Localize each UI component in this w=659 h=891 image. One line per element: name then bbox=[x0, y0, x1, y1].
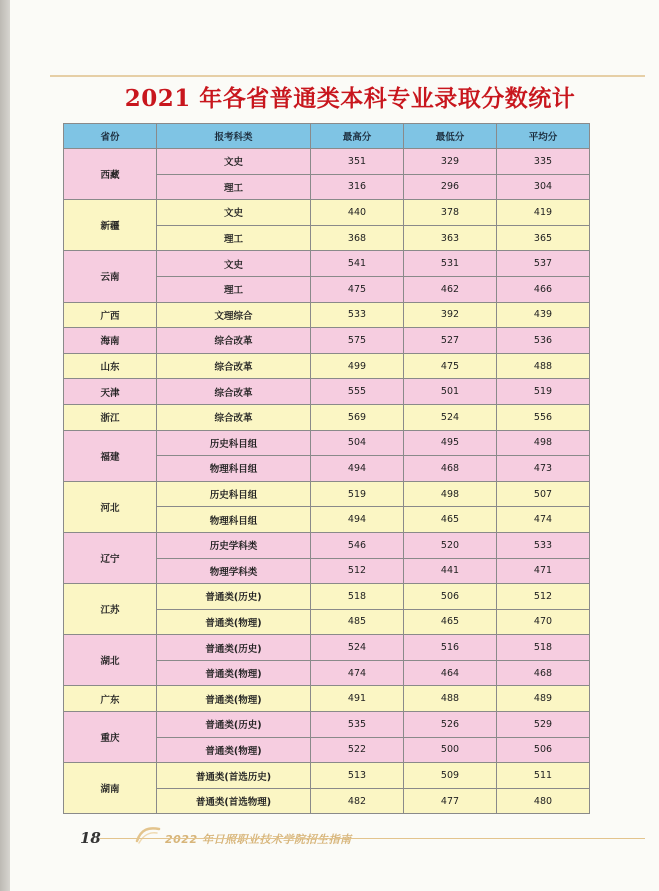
category-cell: 历史科目组 bbox=[157, 430, 311, 456]
min-score-cell: 462 bbox=[404, 276, 497, 302]
min-score-cell: 498 bbox=[404, 481, 497, 507]
max-score-cell: 485 bbox=[311, 609, 404, 635]
max-score-cell: 519 bbox=[311, 481, 404, 507]
province-cell: 山东 bbox=[64, 353, 157, 379]
min-score-cell: 520 bbox=[404, 532, 497, 558]
min-score-cell: 524 bbox=[404, 404, 497, 430]
max-score-cell: 513 bbox=[311, 763, 404, 789]
min-score-cell: 527 bbox=[404, 328, 497, 354]
table-row bbox=[64, 149, 590, 175]
min-score-cell: 464 bbox=[404, 660, 497, 686]
category-cell: 理工 bbox=[157, 174, 311, 200]
min-score-cell: 509 bbox=[404, 763, 497, 789]
category-cell: 物理学科类 bbox=[157, 558, 311, 584]
province-cell: 西藏 bbox=[64, 149, 157, 200]
category-cell: 普通类(物理) bbox=[157, 660, 311, 686]
table-body bbox=[64, 149, 590, 814]
avg-score-cell: 507 bbox=[497, 481, 590, 507]
avg-score-cell: 489 bbox=[497, 686, 590, 712]
category-cell: 普通类(物理) bbox=[157, 686, 311, 712]
province-cell: 河北 bbox=[64, 481, 157, 532]
header-category: 报考科类 bbox=[157, 124, 311, 149]
swoosh-logo-icon bbox=[135, 825, 161, 845]
min-score-cell: 477 bbox=[404, 788, 497, 814]
province-cell: 海南 bbox=[64, 328, 157, 354]
max-score-cell: 546 bbox=[311, 532, 404, 558]
max-score-cell: 368 bbox=[311, 225, 404, 251]
min-score-cell: 465 bbox=[404, 609, 497, 635]
category-cell: 普通类(历史) bbox=[157, 712, 311, 738]
avg-score-cell: 511 bbox=[497, 763, 590, 789]
category-cell: 历史学科类 bbox=[157, 532, 311, 558]
avg-score-cell: 498 bbox=[497, 430, 590, 456]
max-score-cell: 555 bbox=[311, 379, 404, 405]
page-title: 2021 年各省普通类本科专业录取分数统计 bbox=[124, 85, 576, 112]
category-cell: 普通类(历史) bbox=[157, 635, 311, 661]
max-score-cell: 535 bbox=[311, 712, 404, 738]
max-score-cell: 440 bbox=[311, 200, 404, 226]
max-score-cell: 494 bbox=[311, 456, 404, 482]
min-score-cell: 468 bbox=[404, 456, 497, 482]
category-cell: 普通类(物理) bbox=[157, 737, 311, 763]
max-score-cell: 569 bbox=[311, 404, 404, 430]
table-row bbox=[64, 200, 590, 226]
province-cell: 湖南 bbox=[64, 763, 157, 814]
category-cell: 理工 bbox=[157, 225, 311, 251]
max-score-cell: 474 bbox=[311, 660, 404, 686]
category-cell: 普通类(物理) bbox=[157, 609, 311, 635]
province-cell: 重庆 bbox=[64, 712, 157, 763]
max-score-cell: 494 bbox=[311, 507, 404, 533]
table-row bbox=[64, 404, 590, 430]
province-cell: 新疆 bbox=[64, 200, 157, 251]
table-row bbox=[64, 532, 590, 558]
table-row bbox=[64, 584, 590, 610]
max-score-cell: 491 bbox=[311, 686, 404, 712]
category-cell: 物理科目组 bbox=[157, 507, 311, 533]
avg-score-cell: 480 bbox=[497, 788, 590, 814]
province-cell: 广东 bbox=[64, 686, 157, 712]
min-score-cell: 495 bbox=[404, 430, 497, 456]
footer-rule bbox=[100, 838, 645, 839]
category-cell: 普通类(首选物理) bbox=[157, 788, 311, 814]
max-score-cell: 512 bbox=[311, 558, 404, 584]
table-row bbox=[64, 635, 590, 661]
avg-score-cell: 466 bbox=[497, 276, 590, 302]
province-cell: 广西 bbox=[64, 302, 157, 328]
avg-score-cell: 474 bbox=[497, 507, 590, 533]
min-score-cell: 465 bbox=[404, 507, 497, 533]
category-cell: 物理科目组 bbox=[157, 456, 311, 482]
avg-score-cell: 365 bbox=[497, 225, 590, 251]
max-score-cell: 522 bbox=[311, 737, 404, 763]
avg-score-cell: 335 bbox=[497, 149, 590, 175]
table-row bbox=[64, 712, 590, 738]
max-score-cell: 504 bbox=[311, 430, 404, 456]
table-row bbox=[64, 353, 590, 379]
max-score-cell: 482 bbox=[311, 788, 404, 814]
avg-score-cell: 556 bbox=[497, 404, 590, 430]
max-score-cell: 499 bbox=[311, 353, 404, 379]
table-header-row bbox=[64, 124, 590, 149]
avg-score-cell: 468 bbox=[497, 660, 590, 686]
avg-score-cell: 488 bbox=[497, 353, 590, 379]
header-min-score: 最低分 bbox=[404, 124, 497, 149]
min-score-cell: 516 bbox=[404, 635, 497, 661]
header-avg-score: 平均分 bbox=[497, 124, 590, 149]
avg-score-cell: 419 bbox=[497, 200, 590, 226]
avg-score-cell: 519 bbox=[497, 379, 590, 405]
max-score-cell: 575 bbox=[311, 328, 404, 354]
min-score-cell: 329 bbox=[404, 149, 497, 175]
max-score-cell: 533 bbox=[311, 302, 404, 328]
category-cell: 文史 bbox=[157, 251, 311, 277]
min-score-cell: 475 bbox=[404, 353, 497, 379]
avg-score-cell: 473 bbox=[497, 456, 590, 482]
header-province: 省份 bbox=[64, 124, 157, 149]
table-row bbox=[64, 251, 590, 277]
category-cell: 文史 bbox=[157, 149, 311, 175]
min-score-cell: 296 bbox=[404, 174, 497, 200]
table-row bbox=[64, 302, 590, 328]
avg-score-cell: 304 bbox=[497, 174, 590, 200]
avg-score-cell: 533 bbox=[497, 532, 590, 558]
avg-score-cell: 439 bbox=[497, 302, 590, 328]
avg-score-cell: 536 bbox=[497, 328, 590, 354]
min-score-cell: 506 bbox=[404, 584, 497, 610]
max-score-cell: 316 bbox=[311, 174, 404, 200]
min-score-cell: 500 bbox=[404, 737, 497, 763]
max-score-cell: 524 bbox=[311, 635, 404, 661]
province-cell: 天津 bbox=[64, 379, 157, 405]
category-cell: 综合改革 bbox=[157, 404, 311, 430]
footer-book-title: 2022 年日照职业技术学院招生指南 bbox=[165, 833, 352, 846]
province-cell: 湖北 bbox=[64, 635, 157, 686]
avg-score-cell: 512 bbox=[497, 584, 590, 610]
header-max-score: 最高分 bbox=[311, 124, 404, 149]
category-cell: 普通类(首选历史) bbox=[157, 763, 311, 789]
table-row bbox=[64, 430, 590, 456]
table-row bbox=[64, 379, 590, 405]
province-cell: 福建 bbox=[64, 430, 157, 481]
min-score-cell: 363 bbox=[404, 225, 497, 251]
min-score-cell: 488 bbox=[404, 686, 497, 712]
avg-score-cell: 537 bbox=[497, 251, 590, 277]
province-cell: 云南 bbox=[64, 251, 157, 302]
table-row bbox=[64, 686, 590, 712]
category-cell: 综合改革 bbox=[157, 379, 311, 405]
min-score-cell: 392 bbox=[404, 302, 497, 328]
category-cell: 文史 bbox=[157, 200, 311, 226]
category-cell: 文理综合 bbox=[157, 302, 311, 328]
category-cell: 历史科目组 bbox=[157, 481, 311, 507]
avg-score-cell: 518 bbox=[497, 635, 590, 661]
top-rule bbox=[50, 75, 645, 77]
min-score-cell: 378 bbox=[404, 200, 497, 226]
category-cell: 普通类(历史) bbox=[157, 584, 311, 610]
max-score-cell: 475 bbox=[311, 276, 404, 302]
min-score-cell: 526 bbox=[404, 712, 497, 738]
min-score-cell: 501 bbox=[404, 379, 497, 405]
min-score-cell: 441 bbox=[404, 558, 497, 584]
table-row bbox=[64, 763, 590, 789]
max-score-cell: 541 bbox=[311, 251, 404, 277]
category-cell: 综合改革 bbox=[157, 328, 311, 354]
page-number: 18 bbox=[80, 829, 101, 847]
table-row bbox=[64, 328, 590, 354]
avg-score-cell: 470 bbox=[497, 609, 590, 635]
max-score-cell: 518 bbox=[311, 584, 404, 610]
max-score-cell: 351 bbox=[311, 149, 404, 175]
province-cell: 辽宁 bbox=[64, 532, 157, 583]
province-cell: 江苏 bbox=[64, 584, 157, 635]
province-cell: 浙江 bbox=[64, 404, 157, 430]
avg-score-cell: 506 bbox=[497, 737, 590, 763]
min-score-cell: 531 bbox=[404, 251, 497, 277]
category-cell: 综合改革 bbox=[157, 353, 311, 379]
category-cell: 理工 bbox=[157, 276, 311, 302]
avg-score-cell: 471 bbox=[497, 558, 590, 584]
table-row bbox=[64, 481, 590, 507]
avg-score-cell: 529 bbox=[497, 712, 590, 738]
admission-score-table bbox=[63, 123, 590, 814]
